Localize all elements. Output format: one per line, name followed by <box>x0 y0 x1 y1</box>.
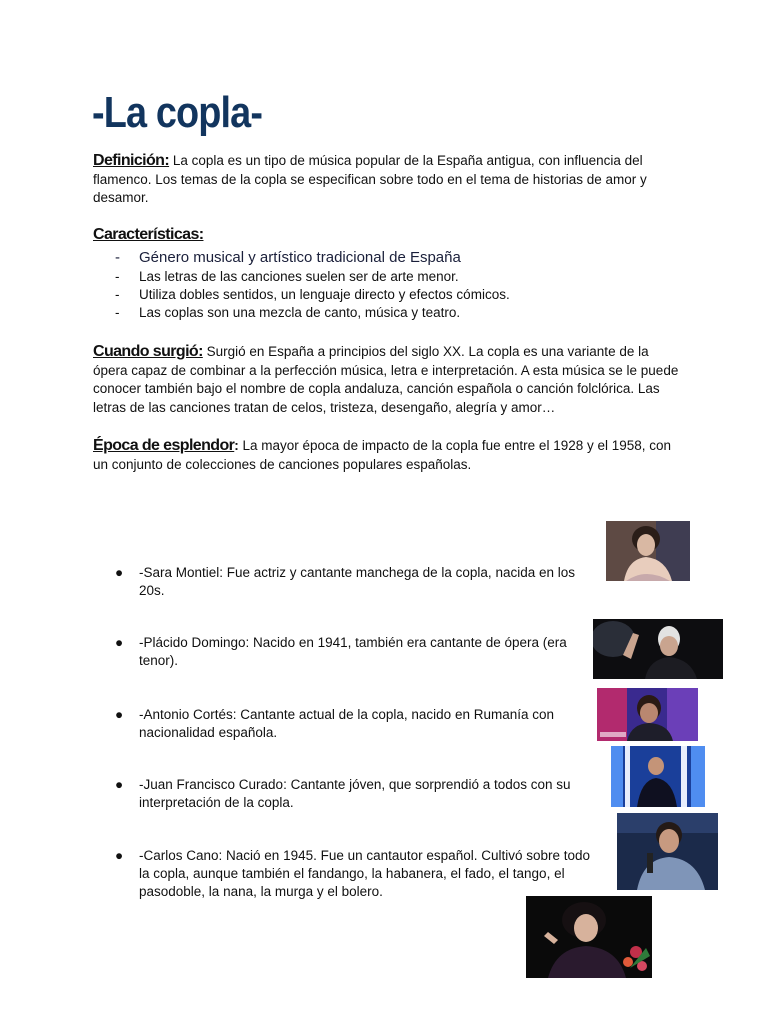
artist-text: -Juan Francisco Curado: Cantante jóven, que sorprendió a todos con su interpretación de la copla. <box>139 777 571 810</box>
bullet-icon: ● <box>115 848 124 863</box>
golden-age-heading: Época de esplendor <box>93 437 235 454</box>
origin-heading: Cuando surgió: <box>93 343 203 360</box>
golden-age-colon: : <box>234 438 239 453</box>
artist-text: -Antonio Cortés: Cantante actual de la copla, nacido en Rumanía con nacionalidad española. <box>139 707 555 740</box>
artist-item <box>115 706 595 742</box>
definition-heading: Definición: <box>93 152 170 169</box>
bullet-icon: ● <box>115 565 124 580</box>
artist-text: -Carlos Cano: Nació en 1945. Fue un cantautor español. Cultivó sobre todo la copla, aunque también el fandango, la habanera, el fado, el tango, el pasodoble, la nana, la murga y el bolero. <box>139 848 591 899</box>
bullet-icon: ● <box>115 707 124 722</box>
bullet-icon: ● <box>115 777 124 792</box>
definition-paragraph <box>93 152 683 208</box>
placido-domingo-photo <box>593 619 723 679</box>
characteristic-item: - Las coplas son una mezcla de canto, música y teatro. <box>115 304 510 322</box>
antonio-cortes-photo <box>597 688 698 741</box>
juan-francisco-curado-photo <box>611 746 705 807</box>
definition-text: La copla es un tipo de música popular de la España antigua, con influencia del flamenco. Los temas de la copla se especifican sobre todo en el tema de historias de amor y desamor. <box>93 153 647 205</box>
characteristic-item: - Utiliza dobles sentidos, un lenguaje directo y efectos cómicos. <box>115 286 510 304</box>
characteristics-heading: Características: <box>93 226 204 243</box>
characteristic-item: - Género musical y artístico tradicional de España <box>115 248 510 268</box>
page-title: -La copla- <box>92 88 263 137</box>
artist-item <box>115 634 595 670</box>
origin-paragraph <box>93 343 683 417</box>
sara-montiel-photo <box>606 521 690 581</box>
golden-age-text: La mayor época de impacto de la copla fue entre el 1928 y el 1958, con un conjunto de colecciones de canciones populares españolas. <box>93 438 672 472</box>
carlos-cano-photo <box>617 813 718 890</box>
characteristic-item: - Las letras de las canciones suelen ser de arte menor. <box>115 268 510 286</box>
origin-text: Surgió en España a principios del siglo XX. La copla es una variante de la ópera capaz de combinar a la perfección música, letra e interpretación. A esta música se le puede conocer también bajo el nombre de copla andaluza, canción española o canción folclórica. Las letras de las canciones tratan de celos, tristeza, desengaño, alegría y amor… <box>93 344 679 415</box>
golden-age-paragraph <box>93 437 683 474</box>
artist-item <box>115 847 595 901</box>
bullet-icon: ● <box>115 635 124 650</box>
artist-text: -Sara Montiel: Fue actriz y cantante manchega de la copla, nacida en los 20s. <box>139 565 575 598</box>
artist-item <box>115 776 595 812</box>
artist-item <box>115 564 595 600</box>
artist-text: -Plácido Domingo: Nacido en 1941, también era cantante de ópera (era tenor). <box>139 635 567 668</box>
singer-photo <box>526 896 652 978</box>
characteristics-list <box>115 248 510 322</box>
